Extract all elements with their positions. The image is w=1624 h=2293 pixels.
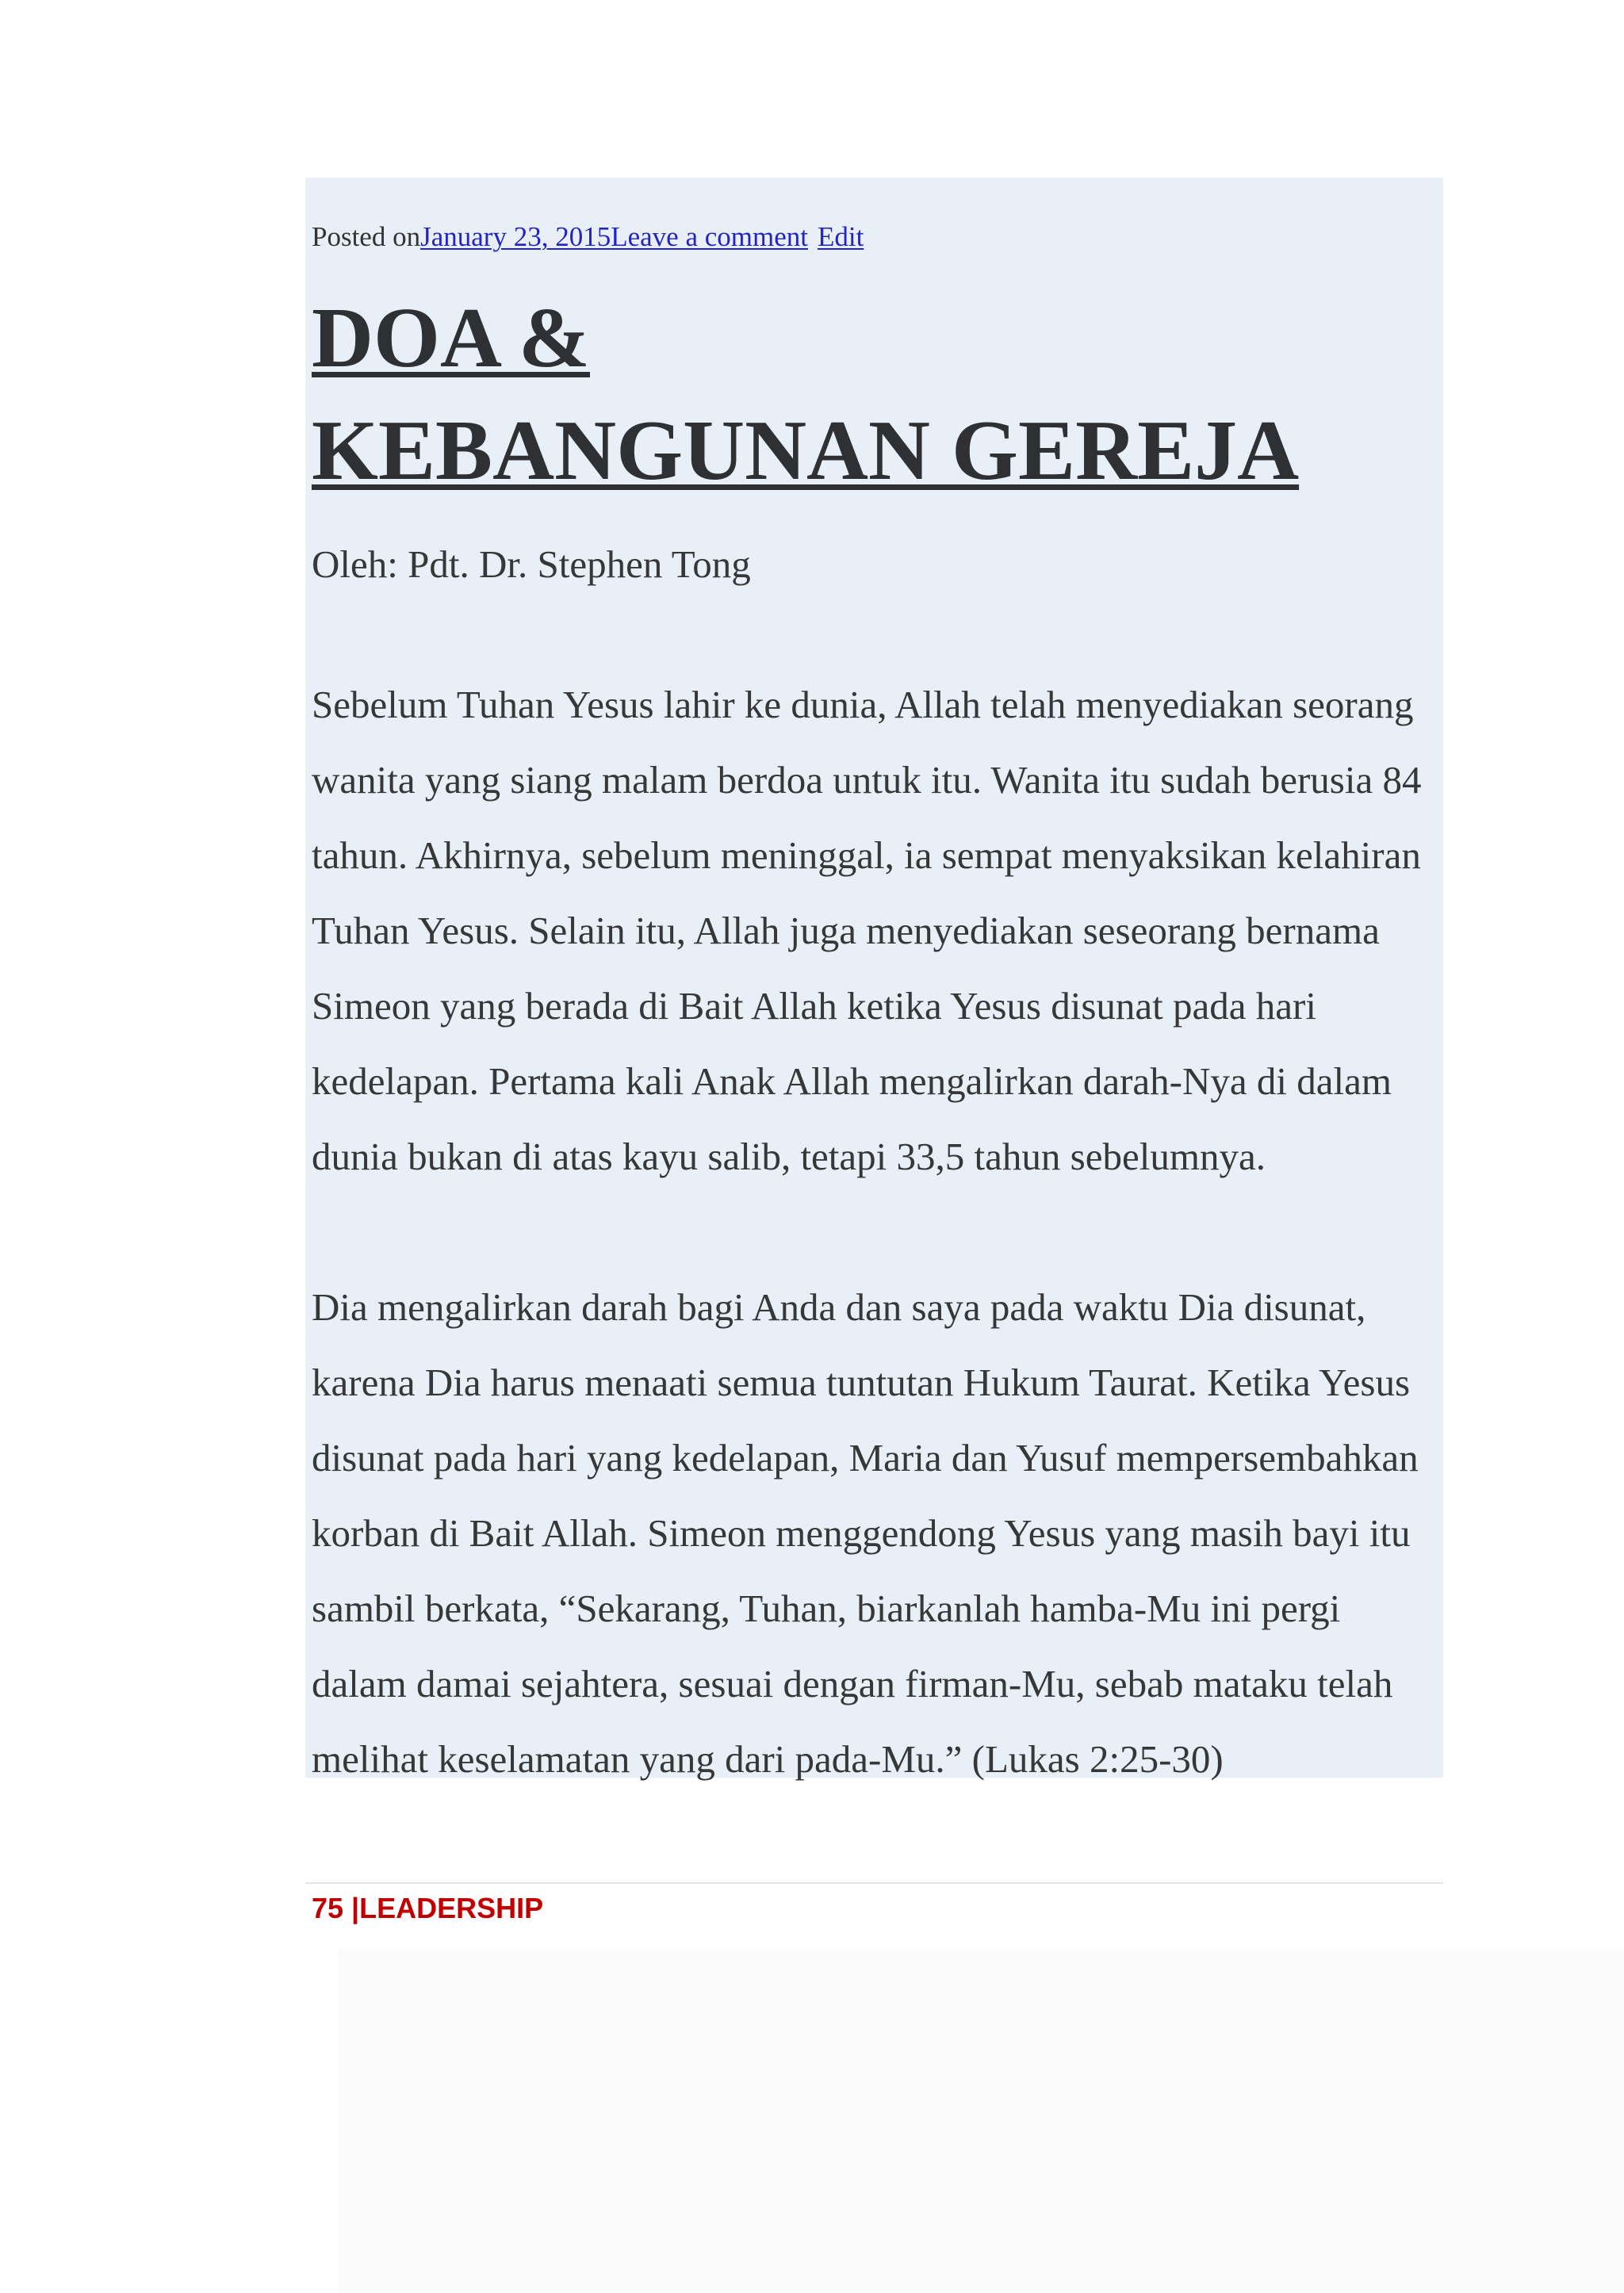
author-byline: Oleh: Pdt. Dr. Stephen Tong xyxy=(312,542,751,586)
paragraph-line: karena Dia harus menaati semua tuntutan Hukum Taurat. Ketika Yesus xyxy=(312,1361,1411,1404)
paragraph-line: wanita yang siang malam berdoa untuk itu. Wanita itu sudah berusia 84 xyxy=(312,758,1422,802)
page-number: 75 xyxy=(312,1892,344,1924)
post-meta xyxy=(312,220,1443,254)
paragraph-line: Sebelum Tuhan Yesus lahir ke dunia, Allah telah menyediakan seorang xyxy=(312,683,1414,726)
page-footer xyxy=(312,1891,543,1926)
paragraph-line: Dia mengalirkan darah bagi Anda dan saya pada waktu Dia disunat, xyxy=(312,1285,1366,1329)
paragraph xyxy=(312,667,1443,1194)
paragraph-line: dunia bukan di atas kayu salib, tetapi 33,5 tahun sebelumnya. xyxy=(312,1135,1266,1178)
footer-divider xyxy=(305,1882,1443,1884)
paragraph xyxy=(312,1269,1443,1797)
page-tint-region xyxy=(338,1950,1624,2293)
edit-link[interactable]: Edit xyxy=(817,221,864,252)
posted-on-label: Posted on xyxy=(312,221,421,252)
paragraph-line: sambil berkata, “Sekarang, Tuhan, biarkanlah hamba-Mu ini pergi xyxy=(312,1587,1341,1630)
post-title[interactable] xyxy=(312,282,1443,507)
footer-separator: | xyxy=(351,1892,360,1924)
paragraph-line: dalam damai sejahtera, sesuai dengan firman-Mu, sebab mataku telah xyxy=(312,1662,1393,1705)
leave-comment-link[interactable]: Leave a comment xyxy=(611,221,808,252)
paragraph-line: disunat pada hari yang kedelapan, Maria dan Yusuf mempersembahkan xyxy=(312,1436,1419,1480)
post-title-line[interactable]: KEBANGUNAN GEREJA xyxy=(312,404,1300,498)
paragraph-line: korban di Bait Allah. Simeon menggendong Yesus yang masih bayi itu xyxy=(312,1511,1411,1555)
article-panel xyxy=(305,178,1443,1781)
paragraph-line: Simeon yang berada di Bait Allah ketika Yesus disunat pada hari xyxy=(312,984,1316,1028)
section-name: LEADERSHIP xyxy=(359,1892,544,1924)
post-date-link[interactable]: January 23, 2015 xyxy=(420,221,611,252)
paragraph-line: Tuhan Yesus. Selain itu, Allah juga menyediakan seseorang bernama xyxy=(312,909,1380,952)
paragraph-line: melihat keselamatan yang dari pada-Mu.” (Lukas 2:25-30) xyxy=(312,1737,1224,1781)
paragraph-line: tahun. Akhirnya, sebelum meninggal, ia sempat menyaksikan kelahiran xyxy=(312,833,1421,877)
paragraph-line: kedelapan. Pertama kali Anak Allah mengalirkan darah-Nya di dalam xyxy=(312,1059,1392,1103)
post-title-line[interactable]: DOA & xyxy=(312,291,590,385)
